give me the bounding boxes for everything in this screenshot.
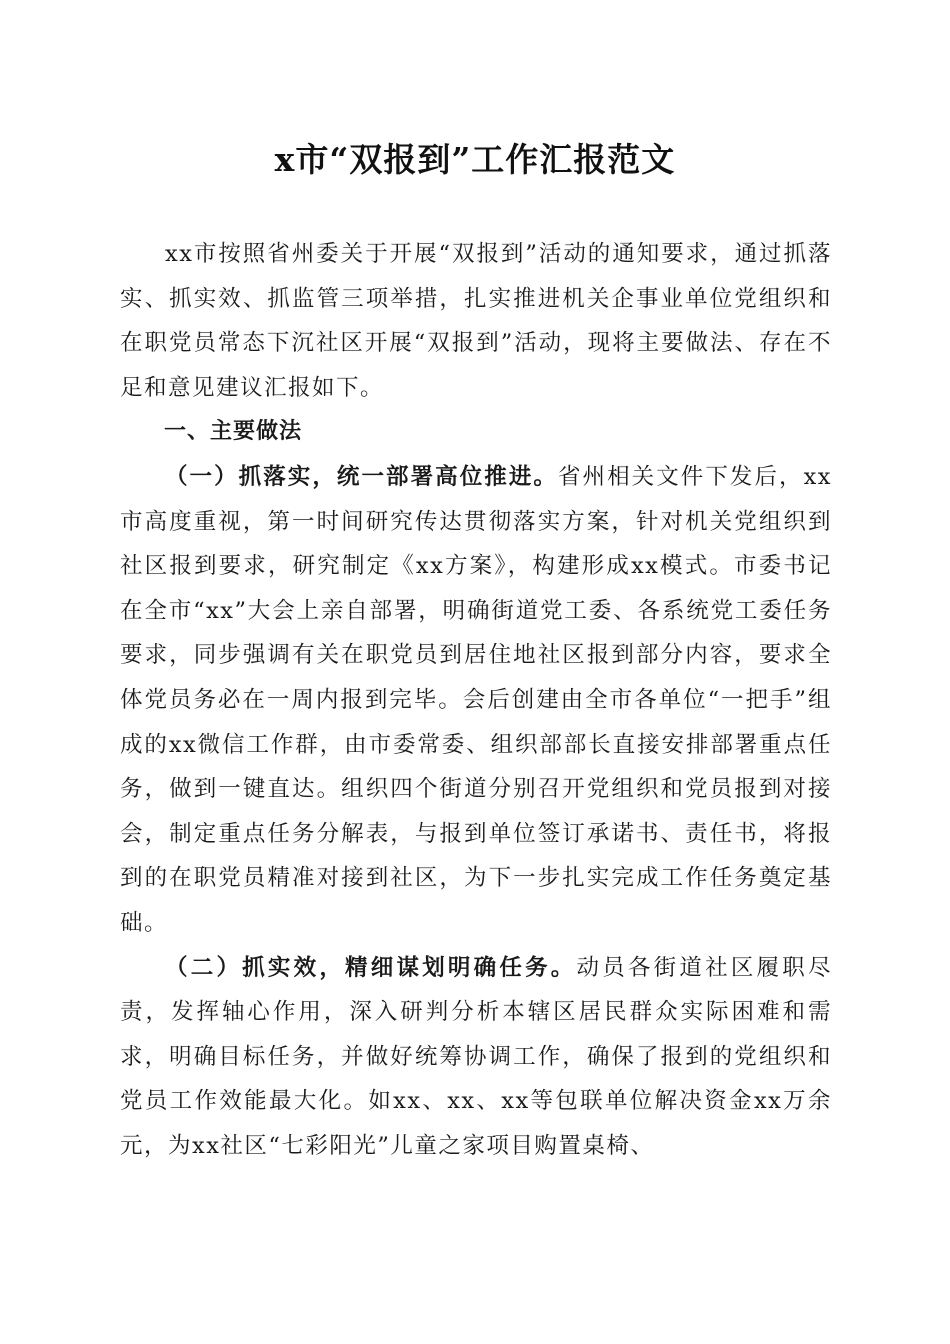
document-title: x市“双报到”工作汇报范文 bbox=[274, 140, 676, 179]
item-1-lead: （一）抓落实，统一部署高位推进。 bbox=[165, 463, 558, 490]
item-2-text: 动员各街道社区履职尽责，发挥轴心作用，深入研判分析本辖区居民群众实际困难和需求，明确目标任务，并做好统筹协调工作，确保了报到的党组织和党员工作效能最大化。如xx、xx、xx等包联单位解决资金xx万余元，为xx社区“七彩阳光”儿童之家项目购置桌椅、 bbox=[120, 954, 832, 1159]
paragraph-item-1 bbox=[120, 455, 832, 946]
item-2-lead: （二）抓实效，精细谋划明确任务。 bbox=[165, 954, 577, 981]
item-1-text: 省州相关文件下发后，xx市高度重视，第一时间研究传达贯彻落实方案，针对机关党组织到社区报到要求，研究制定《xx方案》，构建形成xx模式。市委书记在全市“xx”大会上亲自部署，明确街道党工委、各系统党工委任务要求，同步强调有关在职党员到居住地社区报到部分内容，要求全体党员务必在一周内报到完毕。会后创建由全市各单位“一把手”组成的xx微信工作群，由市委常委、组织部部长直接安排部署重点任务，做到一键直达。组织四个街道分别召开党组织和党员报到对接会，制定重点任务分解表，与报到单位签订承诺书、责任书，将报到的在职党员精准对接到社区，为下一步扎实完成工作任务奠定基础。 bbox=[120, 463, 832, 936]
section-heading-main-practices: 一、主要做法 bbox=[164, 419, 303, 445]
intro-paragraph: xx市按照省州委关于开展“双报到”活动的通知要求，通过抓落实、抓实效、抓监管三项举措，扎实推进机关企事业单位党组织和在职党员常态下沉社区开展“双报到”活动，现将主要做法、存在不足和意见建议汇报如下。 bbox=[120, 241, 832, 401]
document-body bbox=[120, 232, 832, 1168]
paragraph-item-2 bbox=[120, 946, 832, 1169]
